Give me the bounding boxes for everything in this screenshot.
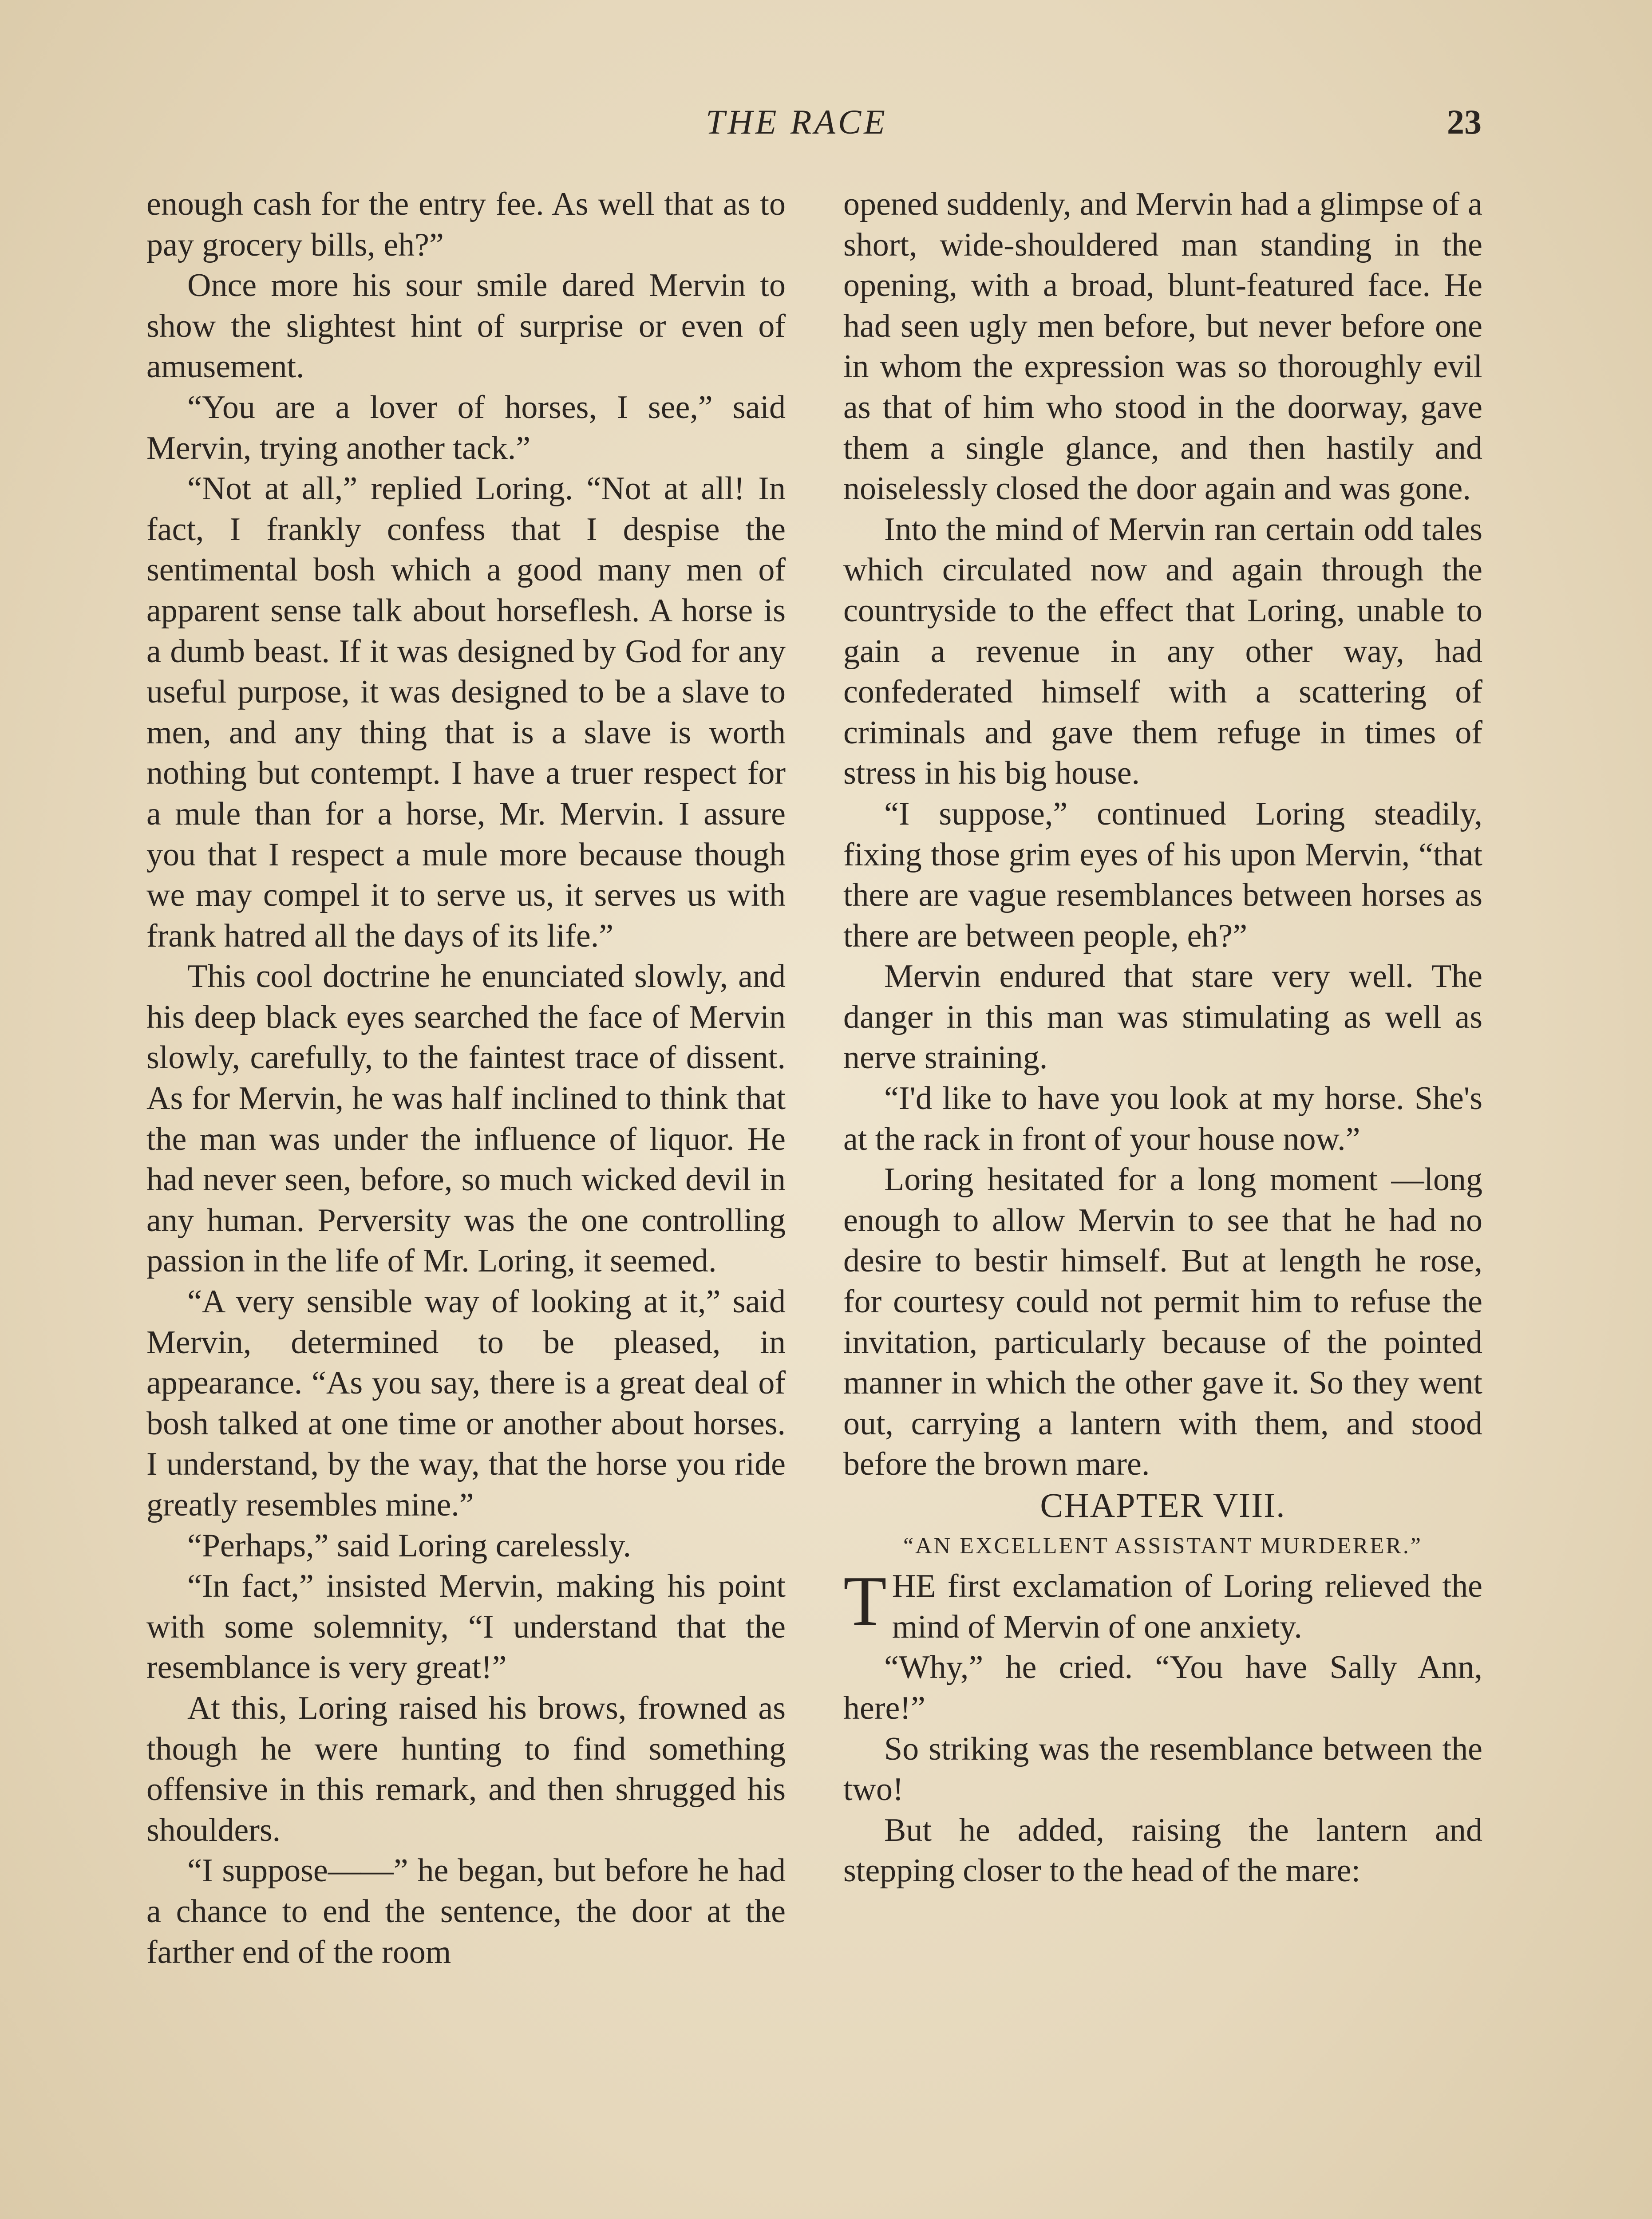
paragraph: At this, Loring raised his brows, frowned as though he were hunting to find something offensive in this remark, and then shrugged his shoulders.: [146, 1690, 786, 1848]
paragraph: “Not at all,” replied Loring. “Not at all! In fact, I frankly confess that I despise the sentimental bosh which a good many men of apparent sense talk about horseflesh. A horse is a dumb beast. If it was designed by God for any useful purpose, it was designed to be a slave to men, and any thing that is a slave is worth nothing but contempt. I have a truer respect for a mule than for a horse, Mr. Mervin. I assure you that I respect a mule more because though we may compel it to serve us, it serves us with frank hatred all the days of its life.”: [146, 470, 786, 954]
paragraph: “Why,” he cried. “You have Sally Ann, here!”: [843, 1649, 1482, 1726]
paragraph: “I suppose,” continued Loring steadily, fixing those grim eyes of his upon Mervin, “that there are vague resemblances between horses as there are between people, eh?”: [843, 795, 1482, 954]
paragraph: Into the mind of Mervin ran certain odd tales which circulated now and again through the countryside to the effect that Loring, unable to gain a revenue in any other way, had confederated himself with a scattering of criminals and gave them refuge in times of stress in his big house.: [843, 511, 1482, 792]
paragraph: Loring hesitated for a long moment —long enough to allow Mervin to see that he had no desire to bestir himself. But at length he rose, for courtesy could not permit him to refuse the invitation, particularly because of the pointed manner in which the other gave it. So they went out, carrying a lantern with them, and stood before the brown mare.: [843, 1161, 1482, 1483]
chapter-opening-paragraph: [843, 1561, 1482, 1647]
paragraph: “Perhaps,” said Loring carelessly.: [187, 1527, 632, 1564]
paragraph: “You are a lover of horses, I see,” said Mervin, trying another tack.”: [146, 389, 786, 466]
paragraph-text: HE first exclamation of Loring relieved the mind of Mervin of one anxiety.: [892, 1568, 1482, 1645]
paragraph: Once more his sour smile dared Mervin to show the slightest hint of surprise or even of amusement.: [146, 267, 786, 385]
right-column: [843, 184, 1482, 1891]
running-head: THE RACE: [706, 103, 888, 141]
paragraph: “A very sensible way of looking at it,” said Mervin, determined to be pleased, in appearance. “As you say, there is a great deal of bosh talked at one time or another about horses. I understand, by the way, that the horse you ride greatly resembles mine.”: [146, 1283, 786, 1523]
left-column: [146, 184, 786, 1973]
chapter-title: CHAPTER VIII.: [1040, 1486, 1286, 1524]
paragraph: So striking was the resemblance between the two!: [843, 1730, 1482, 1808]
paragraph: “I suppose——” he began, but before he had a chance to end the sentence, the door at the farther end of the room: [146, 1852, 786, 1970]
page-number: 23: [1447, 103, 1482, 141]
paragraph: “I'd like to have you look at my horse. She's at the rack in front of your house now.”: [843, 1080, 1482, 1157]
drop-cap: T: [843, 1561, 887, 1641]
paragraph: enough cash for the entry fee. As well that as to pay grocery bills, eh?”: [146, 186, 786, 263]
paragraph: opened suddenly, and Mervin had a glimpse of a short, wide-shouldered man standing in the opening, with a broad, blunt-featured face. He had seen ugly men before, but never before one in whom the expression was so thoroughly evil as that of him who stood in the doorway, gave them a single glance, and then hastily and noiselessly closed the door again and was gone.: [843, 186, 1482, 507]
chapter-subtitle: “AN EXCELLENT ASSISTANT MURDERER.”: [903, 1533, 1423, 1559]
paragraph: “In fact,” insisted Mervin, making his point with some solemnity, “I understand that the resemblance is very great!”: [146, 1568, 786, 1686]
paragraph: This cool doctrine he enunciated slowly, and his deep black eyes searched the face of Mervin slowly, carefully, to the faintest trace of dissent. As for Mervin, he was half inclined to think that the man was under the influence of liquor. He had never seen, before, so much wicked devil in any human. Perversity was the one controlling passion in the life of Mr. Loring, it seemed.: [146, 958, 786, 1279]
paragraph: Mervin endured that stare very well. The danger in this man was stimulating as well as nerve straining.: [843, 958, 1482, 1076]
paragraph: But he added, raising the lantern and stepping closer to the head of the mare:: [843, 1812, 1482, 1889]
